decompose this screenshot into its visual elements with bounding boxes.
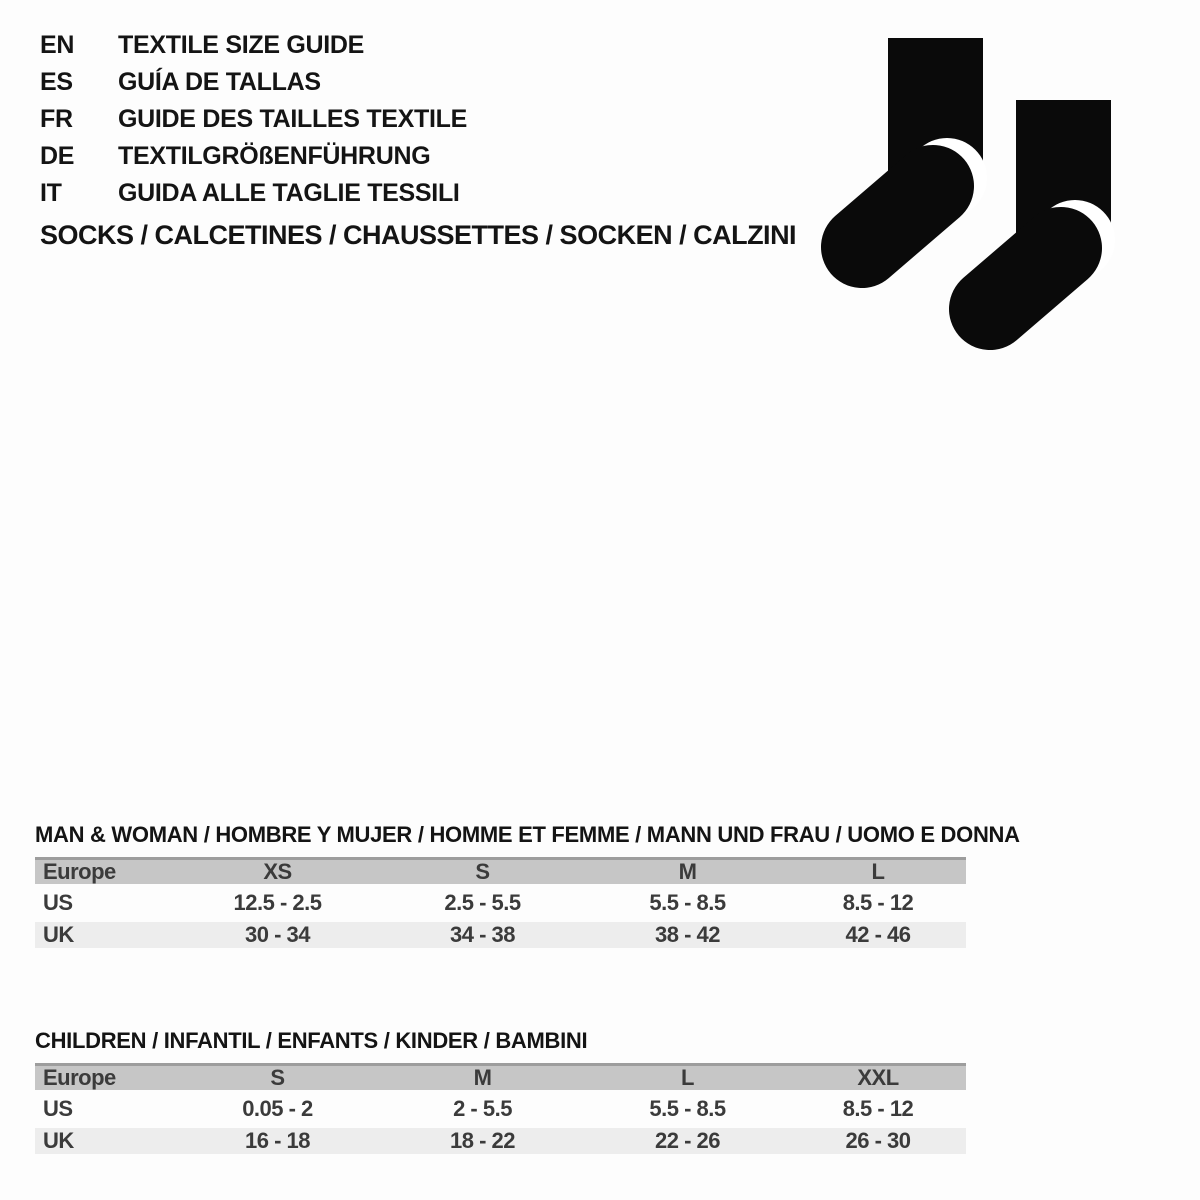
table-header-cell: M	[585, 857, 790, 884]
size-value-cell: 2 - 5.5	[380, 1096, 585, 1122]
size-value-cell: 8.5 - 12	[790, 890, 966, 916]
lang-label: GUIDA ALLE TAGLIE TESSILI	[118, 179, 460, 207]
size-value-cell: 30 - 34	[175, 922, 380, 948]
lang-code: DE	[40, 142, 75, 170]
table-header-cell: Europe	[35, 1063, 175, 1090]
size-value-cell: 5.5 - 8.5	[585, 1096, 790, 1122]
size-value-cell: 8.5 - 12	[790, 1096, 966, 1122]
sock-right	[990, 100, 1115, 309]
size-table	[35, 1063, 966, 1154]
table-header-cell: L	[585, 1063, 790, 1090]
row-label-cell: US	[35, 1096, 175, 1122]
row-label-cell: UK	[35, 1128, 175, 1154]
lang-label: GUIDE DES TAILLES TEXTILE	[118, 105, 468, 133]
table-section-man-woman	[35, 822, 1020, 948]
lang-row-en	[40, 27, 467, 64]
size-value-cell: 22 - 26	[585, 1128, 790, 1154]
size-value-cell: 42 - 46	[790, 922, 966, 948]
lang-row-fr	[40, 101, 467, 138]
size-value-cell: 38 - 42	[585, 922, 790, 948]
size-value-cell: 18 - 22	[380, 1128, 585, 1154]
table-title: MAN & WOMAN / HOMBRE Y MUJER / HOMME ET FEMME / MANN UND FRAU / UOMO E DONNA	[35, 822, 1020, 847]
lang-code: ES	[40, 68, 73, 96]
size-value-cell: 2.5 - 5.5	[380, 890, 585, 916]
size-value-cell: 5.5 - 8.5	[585, 890, 790, 916]
table-header-cell: XS	[175, 857, 380, 884]
table-header-cell: Europe	[35, 857, 175, 884]
row-label-cell: UK	[35, 922, 175, 948]
size-value-cell: 34 - 38	[380, 922, 585, 948]
lang-code: FR	[40, 105, 73, 133]
table-header-cell: S	[175, 1063, 380, 1090]
table-section-children	[35, 1030, 966, 1154]
table-title: CHILDREN / INFANTIL / ENFANTS / KINDER / BAMBINI	[35, 1028, 588, 1053]
lang-row-de	[40, 138, 467, 175]
lang-label: TEXTILGRÖßENFÜHRUNG	[118, 142, 431, 170]
lang-row-es	[40, 64, 467, 101]
table-header-cell: M	[380, 1063, 585, 1090]
socks-icon	[790, 10, 1150, 360]
size-value-cell: 0.05 - 2	[175, 1096, 380, 1122]
category-title: SOCKS / CALCETINES / CHAUSSETTES / SOCKEN / CALZINI	[40, 220, 797, 250]
language-title-list	[40, 27, 467, 212]
table-header-cell: XXL	[790, 1063, 966, 1090]
size-value-cell: 26 - 30	[790, 1128, 966, 1154]
sock-left	[862, 38, 987, 247]
lang-row-it	[40, 175, 467, 212]
lang-code: IT	[40, 179, 62, 207]
size-value-cell: 16 - 18	[175, 1128, 380, 1154]
table-header-cell: L	[790, 857, 966, 884]
table-header-cell: S	[380, 857, 585, 884]
lang-label: TEXTILE SIZE GUIDE	[118, 31, 365, 59]
row-label-cell: US	[35, 890, 175, 916]
size-value-cell: 12.5 - 2.5	[175, 890, 380, 916]
lang-label: GUÍA DE TALLAS	[118, 68, 321, 96]
lang-code: EN	[40, 31, 75, 59]
size-table	[35, 857, 966, 948]
